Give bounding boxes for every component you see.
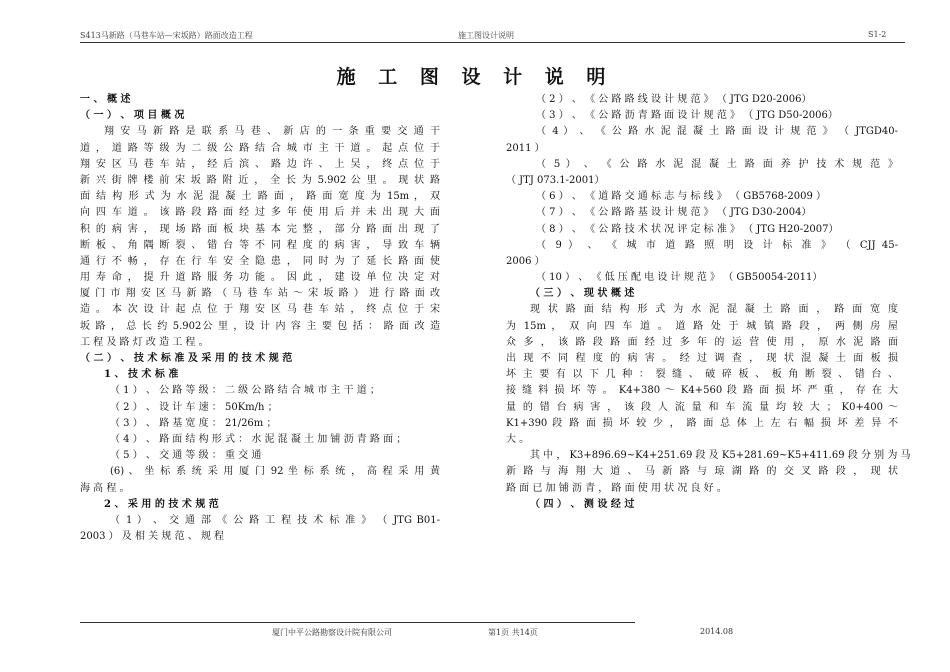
header-page-code: S1-2 xyxy=(868,30,887,39)
text-line: 海 高 程 。 xyxy=(80,482,130,494)
text-line: 2 、 采 用 的 技 术 规 范 xyxy=(104,498,219,510)
text-line: 新 兴 街 牌 楼 前 宋 坂 路 附 近 ， 全 长 为 5.902 公 里 。 现 状 路 xyxy=(80,174,440,186)
text-line: （ 2 ） 、 《 公 路 路 线 设 计 规 范 》 （ JTG D20-2006） xyxy=(536,94,812,105)
text-line: 大 。 xyxy=(506,433,530,445)
text-line: 翔 安 区 马 巷 车 站 ， 经 后 滨 、 路 边 许 、 上 吴 ， 终 点 位 于 xyxy=(80,158,440,170)
footer-divider xyxy=(80,622,635,623)
text-line: 1 、 技 术 标 准 xyxy=(104,369,179,381)
text-line: （ 5 ） 、 《 公 路 水 泥 混 凝 土 路 面 养 护 技 术 规 范 》 xyxy=(536,158,898,170)
text-line: 断 板 、 角 隅 断 裂 、 错 台 等 不 同 程 度 的 病 害 ， 导 致 车 辆 xyxy=(80,239,440,251)
text-line: （ 7 ） 、 《 公 路 路 基 设 计 规 范 》 （ JTG D30-2004） xyxy=(536,207,812,219)
text-line: （ 1 ） 、 交 通 部 《 公 路 工 程 技 术 标 准 》 （ JTG B01- xyxy=(110,514,440,526)
text-line: 向 四 车 道 。 该 路 段 路 面 经 过 多 年 使 用 后 并 未 出 现 大 面 xyxy=(80,207,440,219)
text-line: 造 。 本 次 设 计 起 点 位 于 翔 安 区 马 巷 车 站 ， 终 点 位 于 宋 xyxy=(80,304,440,316)
text-line: 2003 ） 及 相 关 规 范 、 规 程 xyxy=(80,531,225,543)
text-line: 用 寿 命 ， 提 升 道 路 服 务 功 能 。 因 此 ， 建 设 单 位 决 定 对 xyxy=(80,272,440,284)
text-line: （ 6 ） 、 《 道 路 交 通 标 志 与 标 线 》 （ GB5768-2009 ） xyxy=(536,191,827,203)
text-line: 翔 安 马 新 路 是 联 系 马 巷 、 新 店 的 一 条 重 要 交 通 干 xyxy=(104,126,440,138)
text-line: （ 二 ） 、 技 术 标 准 及 采 用 的 技 术 规 范 xyxy=(80,353,293,364)
text-line: （ JTJ 073.1-2001） xyxy=(506,174,605,186)
text-line: (6) 、 坐 标 系 统 采 用 厦 门 92 坐 标 系 统 ， 高 程 采 用 黄 xyxy=(110,466,440,478)
text-line: 新 路 与 海 翔 大 道 、 马 新 路 与 琼 湖 路 的 交 叉 路 段 ， 现 状 xyxy=(506,466,898,478)
header-divider xyxy=(80,42,905,43)
text-line: 众 多 ， 该 路 段 路 面 经 过 多 年 的 运 营 使 用 ， 原 水 泥 路 面 xyxy=(506,336,898,348)
text-line: （ 3 ） 、 路 基 宽 度 ： 21/26m ； xyxy=(110,417,277,429)
text-line: （ 三 ） 、 现 状 概 述 xyxy=(530,288,635,300)
text-line: K1+390 段 路 面 损 坏 较 少 ， 路 面 总 体 上 左 右 幅 损 坏 差 异 不 xyxy=(506,417,898,429)
header-project: S413马新路（马巷车站—宋坂路）路面改造工程 xyxy=(80,31,253,40)
text-line: （ 3 ） 、 《 公 路 沥 青 路 面 设 计 规 范 》 （ JTG D50-2006） xyxy=(536,110,838,122)
text-line: 为 15m ， 双 向 四 车 道 。 道 路 处 于 城 镇 路 段 ， 两 侧 房 屋 xyxy=(506,320,898,332)
text-line: 2006 ） xyxy=(506,255,545,267)
text-line: 接 缝 料 损 坏 等 。 K4+380 ～ K4+560 段 路 面 损 坏 严 重 ， 存 在 大 xyxy=(506,385,898,397)
right-column xyxy=(506,92,911,513)
text-line: （ 10 ） 、 《 低 压 配 电 设 计 规 范 》 （ GB50054-2011） xyxy=(536,272,823,284)
text-line: 出 现 不 同 程 度 的 病 害 。 经 过 调 查 ， 现 状 混 凝 土 面 板 损 xyxy=(506,353,898,364)
left-column xyxy=(80,92,440,545)
page-title: 施 工 图 设 计 说 明 xyxy=(336,66,614,88)
text-line: （ 四 ） 、 测 设 经 过 xyxy=(530,498,635,510)
text-line: 厦 门 市 翔 安 区 马 新 路 （ 马 巷 车 站 ～ 宋 坂 路 ） 进 行 路 面 改 xyxy=(80,288,440,300)
text-line: 工 程 及 路 灯 改 造 工 程 。 xyxy=(80,336,209,348)
text-line: 现 状 路 面 结 构 形 式 为 水 泥 混 凝 土 路 面 ， 路 面 宽 度 xyxy=(530,304,898,316)
text-line: 道 ， 道 路 等 级 为 二 级 公 路 结 合 城 市 主 干 道 。 起 点 位 于 xyxy=(80,142,440,154)
text-line: 面 结 构 形 式 为 水 泥 混 凝 土 路 面 ， 路 面 宽 度 为 15m ， 双 xyxy=(80,191,440,203)
text-line: 2011 ） xyxy=(506,142,545,154)
header-doc-title: 施工图设计说明 xyxy=(458,31,514,40)
text-line: 路 面 已 加 铺 沥 青 ， 路 面 使 用 状 况 良 好 。 xyxy=(506,482,727,494)
text-line: 通 行 不 畅 ， 存 在 行 车 安 全 隐 患 ， 同 时 为 了 延 长 路 面 使 xyxy=(80,255,440,267)
footer-page-number: 第1页 共14页 xyxy=(488,628,538,637)
text-line: 积 的 病 害 ， 现 场 路 面 板 块 基 本 完 整 ， 部 分 路 面 出 现 了 xyxy=(80,223,440,235)
text-line: （ 4 ） 、 路 面 结 构 形 式 ： 水 泥 混 凝 土 加 铺 沥 青 路 面 ； xyxy=(110,433,407,445)
text-line: 其 中 ， K3+896.69~K4+251.69 段 及 K5+281.69~K5+411.69 段 分 别 为 马 xyxy=(530,450,911,462)
text-line: （ 8 ） 、 《 公 路 技 术 状 况 评 定 标 准 》 （ JTG H20-2007） xyxy=(536,223,839,235)
footer-company: 厦门中平公路勘察设计院有限公司 xyxy=(272,628,392,637)
text-line: （ 一 ） 、 项 目 概 况 xyxy=(80,110,185,122)
text-line: （ 4 ） 、 《 公 路 水 泥 混 凝 土 路 面 设 计 规 范 》 （ JTGD40- xyxy=(536,126,898,138)
text-line: 坏 主 要 有 以 下 几 种 ： 裂 缝 、 破 碎 板 、 板 角 断 裂 、 错 台 、 xyxy=(506,369,898,381)
text-line: （ 2 ） 、 设 计 车 速 ： 50Km/h ； xyxy=(110,401,278,413)
text-line: （ 1 ） 、 公 路 等 级 ： 二 级 公 路 结 合 城 市 主 干 道 ； xyxy=(110,385,380,397)
text-line: （ 5 ） 、 交 通 等 级 ： 重 交 通 xyxy=(110,450,262,462)
text-line: （ 9 ） 、 《 城 市 道 路 照 明 设 计 标 准 》 （ CJJ 45- xyxy=(536,239,898,251)
text-line: 坂 路 ， 总 长 约 5.902公 里 ，设 计 内 容 主 要 包 括 ： 路 面 改 造 xyxy=(80,320,440,332)
text-line: 一 、 概 述 xyxy=(80,94,131,105)
text-line: 量 的 错 台 病 害 ， 该 段 人 流 量 和 车 流 量 均 较 大 ； K0+400 ～ xyxy=(506,401,898,413)
footer-date: 2014.08 xyxy=(700,627,734,636)
